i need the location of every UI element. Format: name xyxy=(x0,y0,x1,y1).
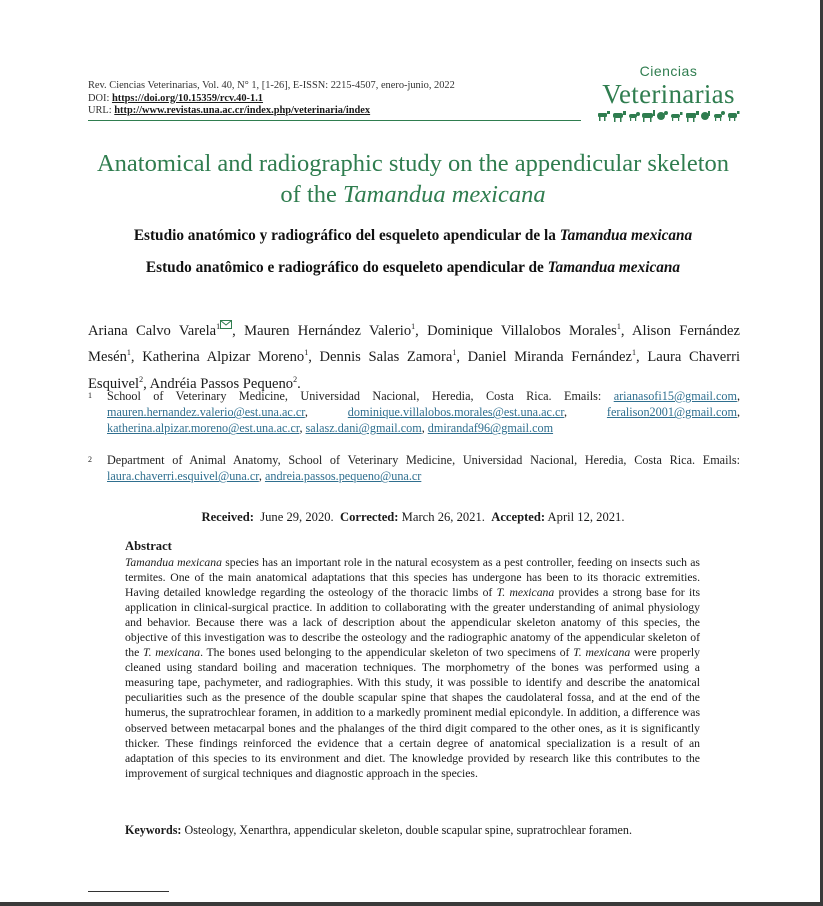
email-link[interactable]: mauren.hernandez.valerio@est.una.ac.cr xyxy=(107,405,305,420)
affiliation-text: Department of Animal Anatomy, School of Veterinary Medicine, Universidad Nacional, Heredia, Costa Rica. Emails: xyxy=(107,453,740,467)
author-name: Andréia Passos Pequeno xyxy=(149,375,294,392)
subtitle-spanish-species: Tamandua mexicana xyxy=(559,227,693,244)
paper-title xyxy=(60,148,766,210)
accepted-date: April 12, 2021. xyxy=(547,510,625,524)
email-link[interactable]: arianasofi15@gmail.com xyxy=(613,389,737,403)
envelope-icon[interactable] xyxy=(220,315,232,337)
author-affiliation: 1 xyxy=(411,322,416,331)
affiliation-number: 2 xyxy=(88,455,92,464)
journal-header xyxy=(88,80,455,118)
email-link[interactable]: andreia.passos.pequeno@una.cr xyxy=(264,469,422,484)
animals-silhouette-icon xyxy=(598,110,740,122)
corrected-label: Corrected: xyxy=(340,510,399,524)
author-affiliation: 1 xyxy=(216,322,221,331)
logo-line-ciencias: Ciencias xyxy=(639,63,698,79)
author-name: Daniel Miranda Fernández xyxy=(467,349,633,366)
received-date: June 29, 2020. xyxy=(260,510,334,524)
author-affiliation: 1 xyxy=(632,348,637,358)
title-line-2: of the Tamandua mexicana xyxy=(280,181,546,208)
title-line-1: Anatomical and radiographic study on the appendicular skeleton xyxy=(96,150,730,177)
article-dates xyxy=(60,510,766,525)
author-name: Alison Fernández Mesén xyxy=(88,322,741,366)
email-link[interactable]: laura.chaverri.esquivel@una.cr xyxy=(107,469,259,484)
affiliation-text: School of Veterinary Medicine, Universidad Nacional, Heredia, Costa Rica. Emails: xyxy=(107,389,614,403)
journal-url-link[interactable]: http://www.revistas.una.ac.cr/index.php/veterinaria/index xyxy=(114,105,371,117)
journal-logo xyxy=(596,62,741,122)
author-name: Laura Chaverri Esquivel xyxy=(88,349,741,392)
author-name: Dominique Villalobos Morales xyxy=(427,322,617,339)
email-link[interactable]: salasz.dani@gmail.com xyxy=(305,421,422,436)
author-affiliation: 2 xyxy=(139,374,144,384)
author-affiliation: 1 xyxy=(304,348,309,358)
email-link[interactable]: katherina.alpizar.moreno@est.una.ac.cr xyxy=(107,421,300,436)
journal-citation: Rev. Ciencias Veterinarias, Vol. 40, N° 1, [1-26], E-ISSN: 2215-4507, enero-junio, 2022 xyxy=(88,80,455,91)
logo-line-veterinarias: Veterinarias xyxy=(602,79,735,109)
author-affiliation: 1 xyxy=(452,348,457,358)
keywords-label: Keywords: xyxy=(125,823,182,837)
doi-label: DOI: xyxy=(88,92,112,104)
email-link[interactable]: dominique.villalobos.morales@est.una.ac.cr xyxy=(347,405,564,420)
author-name: Dennis Salas Zamora xyxy=(319,349,453,366)
doi-link[interactable]: https://doi.org/10.15359/rcv.40-1.1 xyxy=(111,92,264,104)
author-name: Ariana Calvo Varela xyxy=(88,322,217,339)
corrected-date: March 26, 2021. xyxy=(401,510,485,524)
abstract-body: Tamandua mexicana species has an important role in the natural ecosystem as a pest controller, feeding on insects such as termites. One of the main anatomical adaptations that this species has undergone has been to its thoracic extremities. Having detailed knowledge regarding the osteology of the thoracic limbs of T. mexicana provides a strong base for its application in clinical-surgical practice. In addition to collaborating with the greater understanding of animal physiology and behavior. Because there was a lack of description about the appendicular skeleton anatomy of this species, the objective of this investigation was to describe the osteology and the radiographic anatomy of the appendicular skeleton of the T. mexicana. The bones used belonging to the appendicular skeleton of two specimens of T. mexicana were properly cleaned using standard boiling and maceration techniques. The morphometry of the bones was performed using a measuring tape, pachymeter, and radiographies. With this study, it was possible to identify and describe the anatomical peculiarities such as the presence of the double scapular spine that shapes the caudolateral fossa, and at the end of the humerus, the supratrochlear foramen, in addition to a markedly prominent medial epicondyle. In addition, a difference was observed between metacarpal bones and the phalanges of the third digit compared to the other ones, as it is significantly thicker. These findings reinforced the evidence that a certain degree of anatomical specialization is a result of an adaptation of this species to its environment and diet. The knowledge provided by research like this contributes to the improvement of surgical techniques and diagnostic approach in the species. xyxy=(125,556,700,780)
subtitle-spanish: Estudio anatómico y radiográfico del esqueleto apendicular de la Tamandua mexicana xyxy=(133,227,693,244)
author-name: Mauren Hernández Valerio xyxy=(244,322,412,339)
accepted-label: Accepted: xyxy=(491,510,546,524)
email-link[interactable]: feralison2001@gmail.com xyxy=(606,405,737,420)
affiliation-2: 2 Department of Animal Anatomy, School of Veterinary Medicine, Universidad Nacional, Heredia, Costa Rica. Emails: laura.chaverri.esquivel@una.cr, andreia.passos.pequeno@una.cr xyxy=(88,453,740,484)
author-affiliation: 1 xyxy=(616,322,621,331)
header-divider xyxy=(88,120,581,121)
author-affiliation: 1 xyxy=(126,348,131,358)
keywords xyxy=(125,823,725,838)
affiliation-number: 1 xyxy=(88,391,92,400)
email-link[interactable]: dmirandaf96@gmail.com xyxy=(427,421,554,436)
author-name: Katherina Alpizar Moreno xyxy=(142,349,305,366)
affiliation-1: 1 School of Veterinary Medicine, Universidad Nacional, Heredia, Costa Rica. Emails: arianasofi15@gmail.com, mauren.hernandez.valerio@est.una.ac.cr, dominique.villalobos.morales@est.una.ac.cr, feralison2001@gmail.com, katherina.alpizar.moreno@est.una.ac.cr, salasz.dani@gmail.com, dmirandaf96@gmail.com xyxy=(88,389,740,436)
author-list: Ariana Calvo Varela$^1$ , Mauren Hernández Valerio$^1$, Dominique Villalobos Morales$^1$, Alison Fernández Mesén$^1$, Katherina Alpizar Moreno$^1$, Dennis Salas Zamora$^1$, Daniel Miranda Fernández$^1$, Laura Chaverri Esquivel$^2$, Andréia Passos Pequeno$^2$. xyxy=(88,315,740,395)
footnote-divider xyxy=(88,891,169,892)
abstract-heading: Abstract xyxy=(125,539,172,553)
author-affiliation: 2 xyxy=(293,374,298,384)
keywords-text: Osteology, Xenarthra, appendicular skeleton, double scapular spine, supratrochlear foramen. xyxy=(181,823,632,837)
viewer-edge-bottom xyxy=(0,902,823,906)
url-label: URL: xyxy=(88,105,115,117)
subtitle-portuguese: Estudo anatômico e radiográfico do esqueleto apendicular de Tamandua mexicana xyxy=(145,259,681,276)
title-species: Tamandua mexicana xyxy=(343,181,546,208)
subtitle-portuguese-species: Tamandua mexicana xyxy=(547,259,681,276)
received-label: Received: xyxy=(201,510,254,524)
